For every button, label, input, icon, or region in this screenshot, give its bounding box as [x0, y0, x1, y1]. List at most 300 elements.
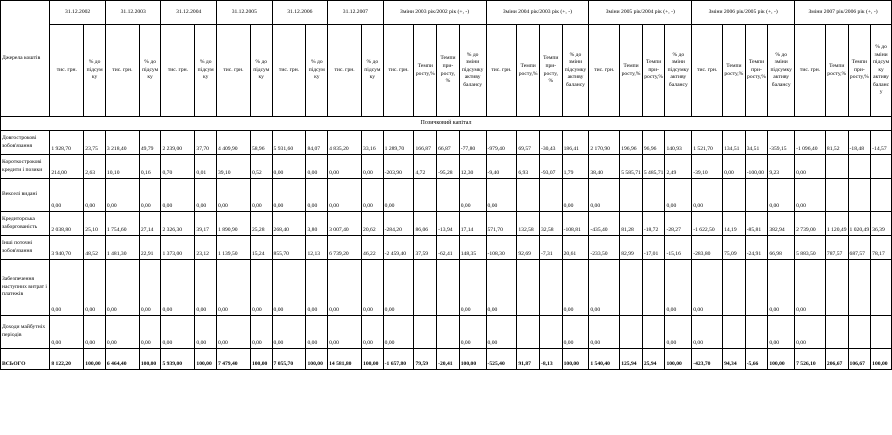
date-header: 31.12.2003 — [105, 1, 161, 25]
row-label: Короткострокові кредити і позики — [1, 155, 50, 179]
subcol-header: % до підсумку — [362, 25, 384, 117]
subcol-header: % до зміни підсумку активу балансу — [871, 25, 892, 117]
table-cell: 36,39 — [871, 212, 892, 236]
table-cell: 134,51 — [723, 131, 746, 155]
table-cell: 0,00 — [459, 260, 486, 316]
section-row — [1, 117, 892, 131]
table-cell: 0,00 — [362, 260, 384, 316]
table-cell — [871, 155, 892, 179]
table-cell — [825, 260, 848, 316]
table-cell: -14,57 — [871, 131, 892, 155]
total-cell: 100,00 — [871, 349, 892, 370]
table-cell: 687,57 — [848, 236, 871, 260]
table-cell: -1 096,40 — [795, 131, 826, 155]
table-cell: 0,00 — [486, 316, 517, 349]
table-cell: -18,72 — [642, 212, 665, 236]
table-cell: -95,28 — [437, 155, 460, 179]
table-cell — [848, 155, 871, 179]
table-cell: -9,40 — [486, 155, 517, 179]
total-cell: 7 526,10 — [795, 349, 826, 370]
table-cell: -85,81 — [745, 212, 768, 236]
change-header: Зміни 2005 рік/2004 рік (+, -) — [589, 1, 692, 25]
subcol-header: % до зміни підсумку активу балансу — [562, 25, 589, 117]
table-cell: 0,00 — [328, 260, 362, 316]
table-cell — [642, 316, 665, 349]
table-cell — [642, 179, 665, 212]
table-cell: 2,63 — [84, 155, 106, 179]
table-cell: 78,17 — [871, 236, 892, 260]
table-cell: 92,69 — [517, 236, 540, 260]
table-cell: 0,00 — [692, 260, 723, 316]
table-cell: 25,28 — [250, 212, 272, 236]
table-cell: 0,00 — [161, 260, 195, 316]
table-cell: 6 739,20 — [328, 236, 362, 260]
subcol-header: % до зміни підсумку активу балансу — [459, 25, 486, 117]
total-cell: 100,00 — [84, 349, 106, 370]
subcol-header: тис. грн. — [105, 25, 139, 117]
total-cell: 14 581,80 — [328, 349, 362, 370]
table-cell: 140,93 — [665, 131, 692, 155]
total-cell: 100,00 — [459, 349, 486, 370]
table-cell: 0,00 — [272, 260, 306, 316]
table-cell — [745, 179, 768, 212]
table-cell: 0,00 — [328, 155, 362, 179]
table-cell: 81,28 — [620, 212, 643, 236]
table-cell: 0,00 — [139, 260, 161, 316]
table-cell — [825, 316, 848, 349]
total-cell: 79,59 — [414, 349, 437, 370]
table-cell: 15,24 — [250, 236, 272, 260]
table-cell: 0,00 — [362, 316, 384, 349]
change-header: Зміни 2004 рік/2003 рік (+, -) — [486, 1, 589, 25]
total-cell: -8,13 — [539, 349, 562, 370]
table-cell: 0,00 — [795, 316, 826, 349]
subcol-header: тис. грн. — [589, 25, 620, 117]
table-cell: 22,91 — [139, 236, 161, 260]
change-header: Зміни 2006 рік/2005 рік (+, -) — [692, 1, 795, 25]
table-cell: 0,00 — [362, 155, 384, 179]
table-cell: 0,70 — [161, 155, 195, 179]
table-cell: 0,00 — [139, 316, 161, 349]
table-cell: -24,91 — [745, 236, 768, 260]
table-cell: 32,58 — [539, 212, 562, 236]
table-cell: -15,16 — [665, 236, 692, 260]
table-cell: 75,09 — [723, 236, 746, 260]
total-cell: 94,34 — [723, 349, 746, 370]
table-cell — [825, 155, 848, 179]
table-cell: 0,00 — [459, 316, 486, 349]
table-cell: 0,00 — [562, 179, 589, 212]
total-cell: 91,87 — [517, 349, 540, 370]
table-cell: 0,00 — [105, 260, 139, 316]
table-cell: -2 459,40 — [383, 236, 414, 260]
table-cell: 0,00 — [328, 179, 362, 212]
table-cell: -7,31 — [539, 236, 562, 260]
table-cell: 268,40 — [272, 212, 306, 236]
table-cell — [745, 316, 768, 349]
table-cell: -28,27 — [665, 212, 692, 236]
table-row — [1, 236, 892, 260]
table-cell: 0,00 — [383, 260, 414, 316]
table-cell: 48,52 — [84, 236, 106, 260]
table-cell — [539, 316, 562, 349]
table-cell: 1 481,30 — [105, 236, 139, 260]
subcol-header: Темпи росту,% — [517, 25, 540, 117]
table-cell: 86,06 — [414, 212, 437, 236]
table-cell: 12,30 — [459, 155, 486, 179]
table-cell: 0,00 — [665, 179, 692, 212]
total-cell: -5,66 — [745, 349, 768, 370]
table-cell: 0,00 — [795, 260, 826, 316]
table-cell: 3 218,40 — [105, 131, 139, 155]
table-cell: 2,49 — [665, 155, 692, 179]
table-cell: 4 409,90 — [217, 131, 251, 155]
table-cell — [539, 260, 562, 316]
table-cell: 0,00 — [50, 179, 84, 212]
table-cell: 571,70 — [486, 212, 517, 236]
table-cell: 5 585,71 — [620, 155, 643, 179]
table-cell: 6,93 — [517, 155, 540, 179]
total-cell: -525,40 — [486, 349, 517, 370]
table-cell: 0,00 — [723, 155, 746, 179]
table-cell: 0,00 — [272, 155, 306, 179]
table-cell: 0,00 — [486, 260, 517, 316]
subcol-header: % до підсумку — [195, 25, 217, 117]
table-cell: 0,00 — [768, 260, 795, 316]
table-cell: 0,00 — [589, 179, 620, 212]
total-cell: 100,00 — [250, 349, 272, 370]
table-cell: 0,00 — [306, 155, 328, 179]
table-cell: 0,00 — [328, 316, 362, 349]
table-cell: 46,22 — [362, 236, 384, 260]
table-cell: 0,00 — [105, 316, 139, 349]
table-cell: 196,96 — [620, 131, 643, 155]
row-label: Довгострокові зобов'язання — [1, 131, 50, 155]
subcol-header: тис. грн. — [217, 25, 251, 117]
subcol-header: % до зміни підсумку активу балансу — [768, 25, 795, 117]
table-cell: 0,00 — [589, 260, 620, 316]
table-cell: 4 835,20 — [328, 131, 362, 155]
subcol-header: % до зміни підсумку активу балансу — [665, 25, 692, 117]
date-header: 31.12.2002 — [50, 1, 106, 25]
table-cell: 0,00 — [665, 316, 692, 349]
table-cell: 1 890,90 — [217, 212, 251, 236]
total-cell: 100,00 — [195, 349, 217, 370]
subcol-header: Темпи при-росту, % — [539, 25, 562, 117]
table-cell: 10,10 — [105, 155, 139, 179]
table-cell: 69,57 — [517, 131, 540, 155]
subcol-header: тис. грн. — [161, 25, 195, 117]
table-cell: 1 139,50 — [217, 236, 251, 260]
table-cell — [723, 179, 746, 212]
table-cell: 34,51 — [745, 131, 768, 155]
table-cell: 23,12 — [195, 236, 217, 260]
table-row — [1, 212, 892, 236]
table-cell: 382,94 — [768, 212, 795, 236]
table-cell: 0,00 — [84, 316, 106, 349]
table-cell: 0,00 — [486, 179, 517, 212]
table-cell: 0,00 — [272, 316, 306, 349]
table-cell: -1 622,50 — [692, 212, 723, 236]
table-cell: 39,10 — [217, 155, 251, 179]
table-cell — [871, 260, 892, 316]
header-row-years — [1, 1, 892, 25]
table-cell: 5 931,60 — [272, 131, 306, 155]
row-label: Векселі видані — [1, 179, 50, 212]
subcol-header: Темпи росту,% — [723, 25, 746, 117]
table-cell: 37,59 — [414, 236, 437, 260]
table-cell: 25,10 — [84, 212, 106, 236]
table-cell: 4,72 — [414, 155, 437, 179]
table-cell: 37,70 — [195, 131, 217, 155]
subcol-header: % до підсумку — [139, 25, 161, 117]
table-cell: 5 883,50 — [795, 236, 826, 260]
subcol-header: тис. грн. — [486, 25, 517, 117]
table-cell: 0,00 — [195, 260, 217, 316]
total-cell: 7 479,40 — [217, 349, 251, 370]
table-row — [1, 316, 892, 349]
table-cell: 148,35 — [459, 236, 486, 260]
table-cell: 0,00 — [306, 316, 328, 349]
table-cell: -979,40 — [486, 131, 517, 155]
table-cell: 0,00 — [195, 316, 217, 349]
row-label: Кредиторська заборгованість — [1, 212, 50, 236]
table-cell: 787,57 — [825, 236, 848, 260]
row-label: Забезпечення наступних витрат і платежів — [1, 260, 50, 316]
total-cell: 106,67 — [848, 349, 871, 370]
total-cell: 100,00 — [362, 349, 384, 370]
total-cell: 100,00 — [139, 349, 161, 370]
table-cell — [437, 260, 460, 316]
table-cell — [414, 260, 437, 316]
table-cell — [517, 260, 540, 316]
table-cell: 0,00 — [383, 316, 414, 349]
table-cell: 96,96 — [642, 131, 665, 155]
table-cell: 0,00 — [84, 179, 106, 212]
subcol-header: % до підсумку — [306, 25, 328, 117]
table-cell: 855,70 — [272, 236, 306, 260]
total-label: ВСЬОГО — [1, 349, 50, 370]
table-cell: 81,52 — [825, 131, 848, 155]
table-row — [1, 179, 892, 212]
table-cell: 5 485,71 — [642, 155, 665, 179]
total-cell: 25,94 — [642, 349, 665, 370]
header-row-subcolumns — [1, 25, 892, 117]
table-cell — [871, 179, 892, 212]
table-cell: 0,00 — [562, 260, 589, 316]
subcol-header: Темпи при-росту,% — [848, 25, 871, 117]
table-cell: 1 289,70 — [383, 131, 414, 155]
table-cell: 0,00 — [362, 179, 384, 212]
table-cell: 33,16 — [362, 131, 384, 155]
table-cell: 20,62 — [362, 212, 384, 236]
total-cell: 7 055,70 — [272, 349, 306, 370]
table-cell: 38,40 — [589, 155, 620, 179]
total-cell: -1 657,80 — [383, 349, 414, 370]
table-cell: 1 754,60 — [105, 212, 139, 236]
change-header: Зміни 2007 рік/2006 рік (+, -) — [795, 1, 892, 25]
total-cell: 5 939,00 — [161, 349, 195, 370]
table-cell — [517, 316, 540, 349]
table-cell — [848, 316, 871, 349]
table-cell: 186,41 — [562, 131, 589, 155]
table-cell: 0,00 — [161, 316, 195, 349]
table-cell: 0,00 — [195, 179, 217, 212]
table-cell: -18,48 — [848, 131, 871, 155]
total-cell: -423,70 — [692, 349, 723, 370]
table-cell: 0,00 — [272, 179, 306, 212]
table-cell: 2 239,00 — [161, 131, 195, 155]
table-cell: 12,13 — [306, 236, 328, 260]
table-cell: 0,00 — [589, 316, 620, 349]
table-cell: 66,98 — [768, 236, 795, 260]
table-cell: 0,01 — [195, 155, 217, 179]
table-cell: 2 739,00 — [795, 212, 826, 236]
change-header: Зміни 2003 рік/2002 рік (+, -) — [383, 1, 486, 25]
table-cell: 3,80 — [306, 212, 328, 236]
subcol-header: тис. грн. — [692, 25, 723, 117]
table-row — [1, 131, 892, 155]
table-cell: 0,00 — [139, 179, 161, 212]
table-cell: 0,00 — [383, 179, 414, 212]
table-cell: 14,19 — [723, 212, 746, 236]
date-header: 31.12.2006 — [272, 1, 328, 25]
subcol-header: тис. грн. — [383, 25, 414, 117]
table-cell — [871, 316, 892, 349]
total-cell: 100,00 — [768, 349, 795, 370]
table-cell: 2 326,30 — [161, 212, 195, 236]
table-cell — [539, 179, 562, 212]
date-header: 31.12.2007 — [328, 1, 384, 25]
table-cell: 1 928,70 — [50, 131, 84, 155]
subcol-header: Темпи росту,% — [825, 25, 848, 117]
table-cell: 66,87 — [437, 131, 460, 155]
table-cell — [620, 316, 643, 349]
table-cell: 0,00 — [459, 179, 486, 212]
table-cell — [745, 260, 768, 316]
subcol-header: тис. грн. — [272, 25, 306, 117]
table-cell — [414, 179, 437, 212]
total-cell: 100,00 — [665, 349, 692, 370]
table-cell: 39,17 — [195, 212, 217, 236]
table-cell — [620, 179, 643, 212]
table-cell: -13,94 — [437, 212, 460, 236]
table-cell: 1 521,70 — [692, 131, 723, 155]
total-cell: -20,41 — [437, 349, 460, 370]
table-cell: 3 940,70 — [50, 236, 84, 260]
total-row — [1, 349, 892, 370]
table-cell: 1 120,49 — [825, 212, 848, 236]
table-cell: -359,15 — [768, 131, 795, 155]
table-cell: 0,00 — [217, 316, 251, 349]
total-cell: 1 540,40 — [589, 349, 620, 370]
table-cell: 9,23 — [768, 155, 795, 179]
table-cell — [517, 179, 540, 212]
table-cell: 1 373,00 — [161, 236, 195, 260]
table-cell: 0,00 — [105, 179, 139, 212]
table-cell: 0,00 — [161, 179, 195, 212]
table-cell: 0,00 — [217, 260, 251, 316]
subcol-header: тис. грн. — [328, 25, 362, 117]
table-cell — [848, 179, 871, 212]
table-cell: 1 020,49 — [848, 212, 871, 236]
table-cell: 1,79 — [562, 155, 589, 179]
subcol-header: Темпи росту,% — [414, 25, 437, 117]
table-row — [1, 260, 892, 316]
table-cell: 0,00 — [768, 316, 795, 349]
table-cell: -100,00 — [745, 155, 768, 179]
table-cell — [723, 260, 746, 316]
table-cell: 0,00 — [306, 260, 328, 316]
total-cell: 125,94 — [620, 349, 643, 370]
subcol-header: % до підсумку — [250, 25, 272, 117]
date-header: 31.12.2004 — [161, 1, 217, 25]
table-cell: 17,14 — [459, 212, 486, 236]
table-cell: 0,00 — [50, 316, 84, 349]
table-cell: 2 038,80 — [50, 212, 84, 236]
table-cell: 0,00 — [217, 179, 251, 212]
row-label: Доходи майбутніх періодів — [1, 316, 50, 349]
table-cell — [848, 260, 871, 316]
subcol-header: тис. грн. — [50, 25, 84, 117]
table-cell: 0,00 — [562, 316, 589, 349]
table-cell: 0,00 — [665, 260, 692, 316]
table-cell: -233,50 — [589, 236, 620, 260]
table-cell: -39,10 — [692, 155, 723, 179]
table-cell — [620, 260, 643, 316]
table-cell: 2 170,90 — [589, 131, 620, 155]
table-cell: 58,96 — [250, 131, 272, 155]
table-cell: 0,00 — [306, 179, 328, 212]
row-label: Інші поточні зобов'язання — [1, 236, 50, 260]
table-cell — [414, 316, 437, 349]
source-column-header: Джерела коштів — [1, 1, 50, 117]
subcol-header: Темпи при-росту,% — [642, 25, 665, 117]
subcol-header: Темпи при-росту, % — [437, 25, 460, 117]
table-cell: -108,81 — [562, 212, 589, 236]
table-cell: 0,00 — [768, 179, 795, 212]
table-cell: 0,00 — [250, 316, 272, 349]
total-cell: 206,67 — [825, 349, 848, 370]
table-cell: -203,90 — [383, 155, 414, 179]
table-cell: 3 007,40 — [328, 212, 362, 236]
table-cell: 166,87 — [414, 131, 437, 155]
table-cell: 132,58 — [517, 212, 540, 236]
table-cell: 0,52 — [250, 155, 272, 179]
table-cell: -77,80 — [459, 131, 486, 155]
table-cell: 23,75 — [84, 131, 106, 155]
table-cell: 0,00 — [795, 155, 826, 179]
table-cell: 49,79 — [139, 131, 161, 155]
subcol-header: тис. грн. — [795, 25, 826, 117]
total-cell: 6 464,40 — [105, 349, 139, 370]
table-row — [1, 155, 892, 179]
table-cell: 0,00 — [692, 316, 723, 349]
table-cell — [825, 179, 848, 212]
table-cell: 27,14 — [139, 212, 161, 236]
table-cell: -30,43 — [539, 131, 562, 155]
table-cell: -17,01 — [642, 236, 665, 260]
table-cell: 0,00 — [795, 179, 826, 212]
table-cell: -435,40 — [589, 212, 620, 236]
table-cell: 0,00 — [250, 179, 272, 212]
table-cell: -283,80 — [692, 236, 723, 260]
table-cell: 20,61 — [562, 236, 589, 260]
table-cell: -93,07 — [539, 155, 562, 179]
total-cell: 100,00 — [562, 349, 589, 370]
table-cell: -284,20 — [383, 212, 414, 236]
table-cell — [642, 260, 665, 316]
